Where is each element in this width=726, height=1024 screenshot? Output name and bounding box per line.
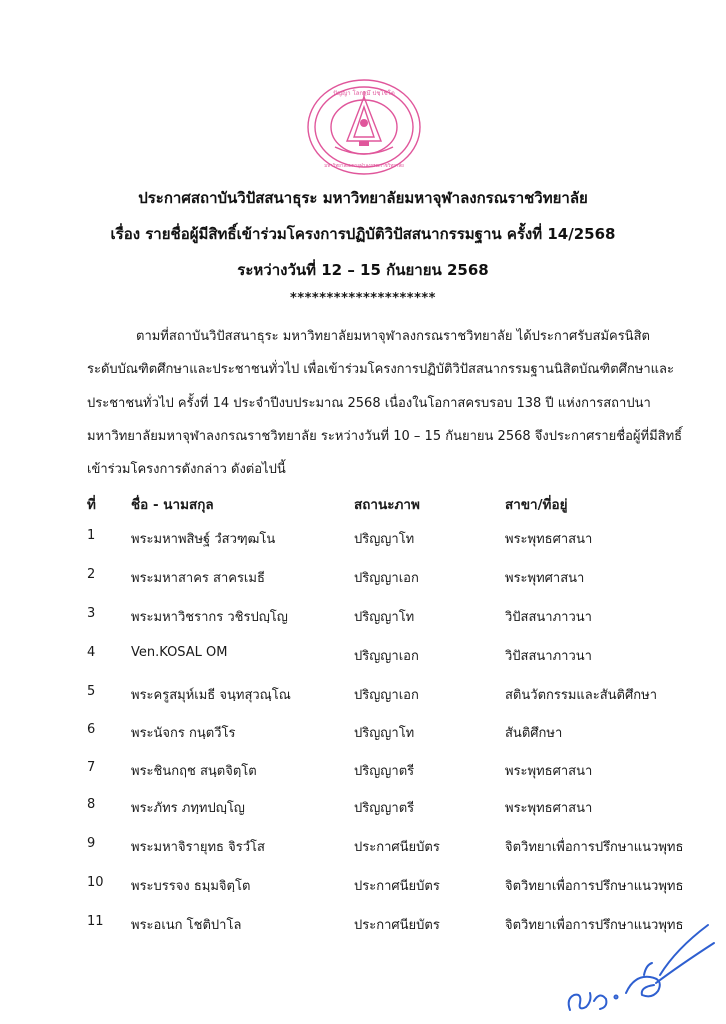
row-branch: พระพุทธศาสนา bbox=[505, 764, 593, 779]
row-branch: วิปัสสนาภาวนา bbox=[505, 610, 592, 625]
table-row bbox=[0, 797, 726, 817]
row-branch: จิตวิทยาเพื่อการปรึกษาแนวพุทธ bbox=[505, 840, 684, 855]
table-row bbox=[0, 567, 726, 587]
row-name: Ven.KOSAL OM bbox=[131, 645, 228, 660]
handwritten-signature bbox=[560, 915, 720, 1020]
row-name: พระมหาจิรายุทธ จิรวํโส bbox=[131, 840, 265, 855]
row-name: พระมหาวิชรากร วชิรปญฺโญ bbox=[131, 610, 288, 625]
header-number: ที่ bbox=[87, 497, 96, 513]
body-line-4: มหาวิทยาลัยมหาจุฬาลงกรณราชวิทยาลัย ระหว่างวันที่ 10 – 15 กันยายน 2568 จึงประกาศรายชื่อผู้ที่มีสิทธิ์ bbox=[87, 429, 683, 444]
row-number: 6 bbox=[87, 722, 96, 737]
row-name: พระมหาพสิษฐ์ วํสวฑฺฒโน bbox=[131, 532, 276, 547]
body-line-1: ตามที่สถาบันวิปัสสนาธุระ มหาวิทยาลัยมหาจุฬาลงกรณราชวิทยาลัย ได้ประกาศรับสมัครนิสิต bbox=[136, 329, 650, 344]
row-number: 1 bbox=[87, 528, 96, 543]
row-branch: สตินวัตกรรมและสันติศึกษา bbox=[505, 688, 657, 703]
row-status: ปริญญาตรี bbox=[354, 801, 415, 816]
table-row bbox=[0, 645, 726, 665]
row-branch: พระพุทศาสนา bbox=[505, 571, 585, 586]
row-branch: จิตวิทยาเพื่อการปรึกษาแนวพุทธ bbox=[505, 918, 684, 933]
row-number: 8 bbox=[87, 797, 96, 812]
row-branch: พระพุทธศาสนา bbox=[505, 532, 593, 547]
announcement-title: ประกาศสถาบันวิปัสสนาธุระ มหาวิทยาลัยมหาจุฬาลงกรณราชวิทยาลัย bbox=[138, 189, 588, 207]
table-row bbox=[0, 528, 726, 548]
separator: ******************** bbox=[290, 291, 436, 306]
row-status: ประกาศนียบัตร bbox=[354, 918, 440, 933]
row-status: ประกาศนียบัตร bbox=[354, 840, 440, 855]
row-branch: วิปัสสนาภาวนา bbox=[505, 649, 592, 664]
row-status: ประกาศนียบัตร bbox=[354, 879, 440, 894]
row-number: 10 bbox=[87, 875, 104, 890]
row-name: พระอเนก โชติปาโล bbox=[131, 918, 242, 933]
row-name: พระบรรจง ธมฺมจิตฺโต bbox=[131, 879, 251, 894]
header-status: สถานะภาพ bbox=[354, 497, 420, 513]
table-row bbox=[0, 760, 726, 780]
row-number: 5 bbox=[87, 684, 96, 699]
announcement-subject: เรื่อง รายชื่อผู้มีสิทธิ์เข้าร่วมโครงการปฏิบัติวิปัสสนากรรมฐาน ครั้งที่ 14/2568 bbox=[110, 225, 616, 243]
row-status: ปริญญาเอก bbox=[354, 571, 419, 586]
row-branch: จิตวิทยาเพื่อการปรึกษาแนวพุทธ bbox=[505, 879, 684, 894]
row-number: 4 bbox=[87, 645, 96, 660]
university-seal bbox=[305, 77, 423, 177]
row-name: พระชินกฤช สนฺตจิตฺโต bbox=[131, 764, 257, 779]
seal-bottom-text: มหาวิทยาลัยมหาจุฬาลงกรณราชวิทยาลัย bbox=[324, 164, 404, 169]
table-row bbox=[0, 722, 726, 742]
table-row bbox=[0, 875, 726, 895]
row-status: ปริญญาตรี bbox=[354, 764, 415, 779]
row-number: 11 bbox=[87, 914, 104, 929]
row-branch: สันติศึกษา bbox=[505, 726, 563, 741]
row-status: ปริญญาโท bbox=[354, 610, 415, 625]
row-status: ปริญญาโท bbox=[354, 532, 415, 547]
seal-top-text: ปัญญา โลกสฺมึ ปชฺโชโต bbox=[333, 90, 395, 97]
announcement-dates: ระหว่างวันที่ 12 – 15 กันยายน 2568 bbox=[237, 261, 489, 279]
body-line-3: ประชาชนทั่วไป ครั้งที่ 14 ประจำปีงบประมาณ 2568 เนื่องในโอกาสครบรอบ 138 ปี แห่งการสถาปนา bbox=[87, 396, 651, 411]
row-status: ปริญญาโท bbox=[354, 726, 415, 741]
body-line-2: ระดับบัณฑิตศึกษาและประชาชนทั่วไป เพื่อเข้าร่วมโครงการปฏิบัติวิปัสสนากรรมฐานนิสิตบัณฑิตศึกษาและ bbox=[87, 362, 675, 377]
row-name: พระภัทร ภทฺทปญฺโญ bbox=[131, 801, 245, 816]
row-number: 3 bbox=[87, 606, 96, 621]
header-branch: สาขา/ที่อยู่ bbox=[505, 497, 568, 513]
row-name: พระครูสมุห์เมธี จนฺทสุวณฺโณ bbox=[131, 688, 291, 703]
row-branch: พระพุทธศาสนา bbox=[505, 801, 593, 816]
row-number: 2 bbox=[87, 567, 96, 582]
row-status: ปริญญาเอก bbox=[354, 688, 419, 703]
row-status: ปริญญาเอก bbox=[354, 649, 419, 664]
table-row bbox=[0, 836, 726, 856]
row-number: 7 bbox=[87, 760, 96, 775]
row-name: พระมหาสาคร สาครเมธี bbox=[131, 571, 265, 586]
table-row bbox=[0, 684, 726, 704]
row-number: 9 bbox=[87, 836, 96, 851]
body-line-5: เข้าร่วมโครงการดังกล่าว ดังต่อไปนี้ bbox=[87, 462, 286, 477]
header-name: ชื่อ - นามสกุล bbox=[131, 497, 214, 513]
table-row bbox=[0, 606, 726, 626]
row-name: พระนัจกร กนฺตวีโร bbox=[131, 726, 236, 741]
